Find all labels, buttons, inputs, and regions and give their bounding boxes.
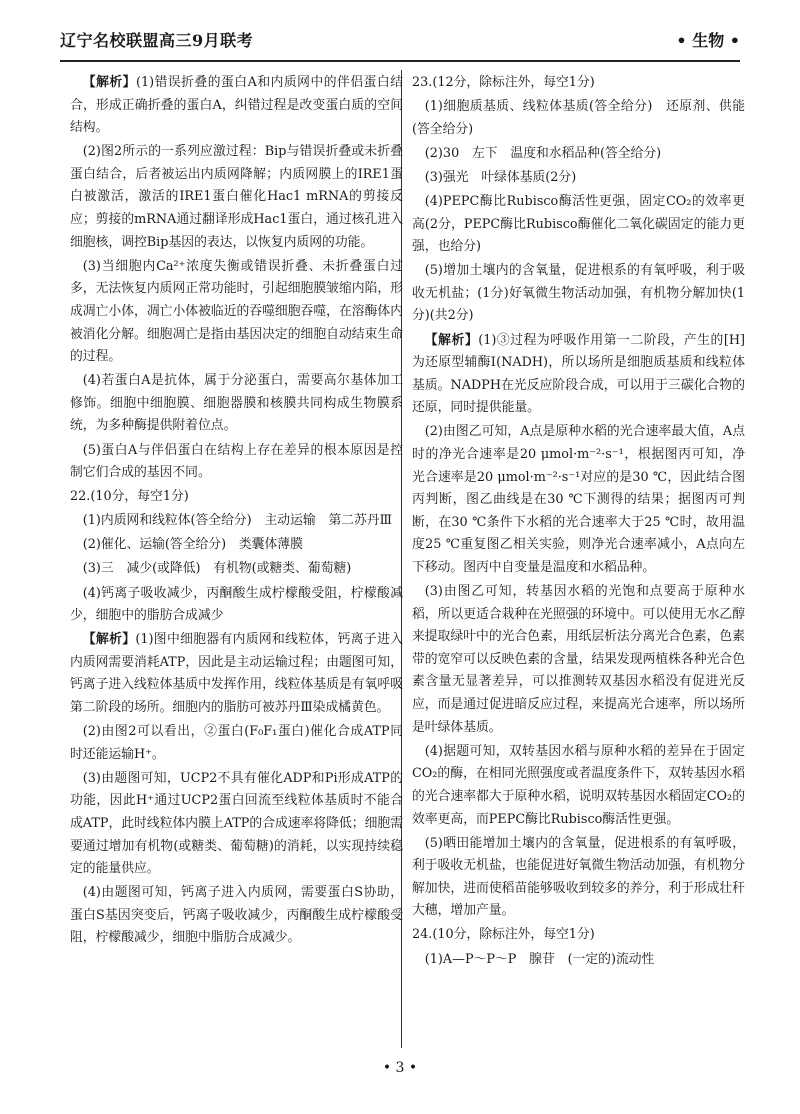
answer-paragraph — [412, 260, 745, 328]
paragraph-text: 23.(12分，除标注外，每空1分) — [412, 75, 595, 90]
paragraph-text: 24.(10分，除标注外，每空1分) — [412, 927, 595, 943]
answer-paragraph — [412, 330, 745, 420]
analysis-tag: 【解析】 — [424, 332, 479, 348]
answer-paragraph — [412, 924, 745, 947]
answer-paragraph — [412, 741, 745, 831]
paragraph-text: (3)三 减少(或降低) 有机物(或糖类、葡萄糖) — [82, 561, 352, 577]
answer-paragraph — [412, 833, 745, 923]
answer-paragraph — [70, 721, 403, 766]
answer-paragraph — [412, 167, 745, 190]
answer-paragraph — [70, 370, 403, 438]
exam-title: 辽宁名校联盟高三9月联考 — [60, 31, 254, 50]
paragraph-text: (2)由图2可以看出，②蛋白(F₀F₁蛋白)催化合成ATP同时还能运输H⁺。 — [70, 724, 403, 762]
header-rule — [60, 60, 740, 62]
paragraph-text: (4)由题图可知，钙离子进入内质网，需要蛋白S协助，蛋白S基因突变后，钙离子吸收减少，丙酮酸生成柠檬酸受阻，柠檬酸减少，细胞中脂肪合成减少。 — [70, 885, 403, 946]
answer-paragraph — [70, 72, 403, 140]
paragraph-text: (4)PEPC酶比Rubisco酶活性更强，固定CO₂的效率更高(2分，PEPC酶比Rubisco酶催化二氧化碳固定的能力更强，也给分) — [412, 193, 745, 255]
answer-paragraph — [70, 768, 403, 881]
page-header — [60, 22, 740, 62]
paragraph-text: (1)错误折叠的蛋白A和内质网中的伴侣蛋白结合，形成正确折叠的蛋白A，纠错过程是改变蛋白质的空间结构。 — [70, 75, 403, 136]
answer-paragraph — [412, 143, 745, 166]
paragraph-text: (1)内质网和线粒体(答全给分) 主动运输 第二苏丹Ⅲ — [82, 513, 392, 529]
answer-paragraph — [70, 534, 403, 557]
paragraph-text: 22.(10分，每空1分) — [70, 489, 189, 505]
paragraph-text: (1)③过程为呼吸作用第一二阶段，产生的[H]为还原型辅酶Ⅰ(NADH)，所以场所是细胞质基质和线粒体基质。NADPH在光反应阶段合成，可以用于三碳化合物的还原，同时提供能量。 — [412, 332, 745, 416]
answer-paragraph — [412, 191, 745, 259]
answer-paragraph — [70, 256, 403, 369]
paragraph-text: (2)30 左下 温度和水稻品种(答全给分) — [424, 145, 662, 161]
paragraph-text: (3)由题图可知，UCP2不具有催化ADP和Pi形成ATP的功能，因此H⁺通过UCP2蛋白回流至线粒体基质时不能合成ATP，此时线粒体内膜上ATP的合成速率将降低；细胞需要通过增加有机物(或糖类、葡萄糖)的消耗，以实现持续稳定的能量供应。 — [70, 770, 403, 877]
paragraph-text: (1)细胞质基质、线粒体基质(答全给分) 还原剂、供能(答全给分) — [412, 99, 745, 137]
paragraph-text: (2)由图乙可知，A点是原种水稻的光合速率最大值，A点时的净光合速率是20 μmol·m⁻²·s⁻¹，根据图丙可知，净光合速率是20 μmol·m⁻²·s⁻¹对应的是30 ℃，因此结合图丙判断，图乙曲线是在30 ℃下测得的结果；据图丙可判断，在30 ℃条件下水稻的光合速率大于25 ℃时，故用温度25 ℃重复图乙相关实验，则净光合速率减小，A点向左下移动。图丙中自变量是温度和水稻品种。 — [412, 424, 745, 575]
answer-paragraph — [70, 141, 403, 254]
paragraph-text: (1)A—P～P～P 腺苷 (一定的)流动性 — [424, 951, 655, 967]
paragraph-text: (4)钙离子吸收减少，丙酮酸生成柠檬酸受阻，柠檬酸减少，细胞中的脂肪合成减少 — [70, 585, 403, 624]
paragraph-text: (2)图2所示的一系列应激过程：Bip与错误折叠或未折叠蛋白结合，后者被运出内质网降解；内质网膜上的IRE1蛋白被激活，激活的IRE1蛋白催化Hac1 mRNA的剪接反应；剪接的mRNA通过翻译形成Hac1蛋白，通过核孔进入细胞核，调控Bip基因的表达，以恢复内质网的功能。 — [70, 144, 403, 250]
answer-paragraph — [412, 581, 745, 739]
answer-paragraph — [70, 510, 403, 533]
subject-label: • 生物 • — [676, 31, 740, 50]
paragraph-text: (4)若蛋白A是抗体，属于分泌蛋白，需要高尔基体加工修饰。细胞中细胞膜、细胞器膜和核膜共同构成生物膜系统，为多种酶提供附着位点。 — [70, 373, 403, 434]
answer-paragraph — [412, 96, 745, 141]
answer-paragraph — [412, 72, 745, 95]
page-number: • 3 • — [382, 1060, 418, 1076]
paragraph-text: (3)当细胞内Ca²⁺浓度失衡或错误折叠、未折叠蛋白过多，无法恢复内质网正常功能时，引起细胞膜皱缩内陷，形成凋亡小体，凋亡小体被临近的吞噬细胞吞噬，在溶酶体内被消化分解。细胞凋亡是指由基因决定的细胞自动结束生命的过程。 — [70, 258, 403, 365]
analysis-tag: 【解析】 — [82, 75, 136, 90]
paragraph-text: (3)由图乙可知，转基因水稻的光饱和点要高于原种水稻，所以更适合栽种在光照强的环境中。可以使用无水乙醇来提取绿叶中的光合色素，用纸层析法分离光合色素，色素带的宽窄可以反映色素的含量，结果发现两植株各种光合色素含量无显著差异，可以推测转双基因水稻没有促进光反应，而是通过促进暗反应过程，来提高光合速率，所以场所是叶绿体基质。 — [412, 584, 745, 735]
paragraph-text: (4)据题可知，双转基因水稻与原种水稻的差异在于固定CO₂的酶，在相同光照强度或者温度条件下，双转基因水稻的光合速率都大于原种水稻，说明双转基因水稻固定CO₂的效率更高，而PEPC酶比Rubisco酶活性更强。 — [412, 743, 745, 827]
answer-paragraph — [70, 440, 403, 485]
answer-paragraph — [70, 558, 403, 581]
answer-paragraph — [70, 486, 403, 509]
paragraph-text: (2)催化、运输(答全给分) 类囊体薄膜 — [82, 537, 303, 553]
paragraph-text: (5)蛋白A与伴侣蛋白在结构上存在差异的根本原因是控制它们合成的基因不同。 — [70, 442, 403, 481]
answer-paragraph — [70, 583, 403, 628]
answer-paragraph — [70, 882, 403, 950]
paragraph-text: (3)强光 叶绿体基质(2分) — [424, 169, 577, 185]
paragraph-text: (5)晒田能增加土壤内的含氧量，促进根系的有氧呼吸，利于吸收无机盐，也能促进好氧微生物活动加强，有机物分解加快，进而使稻苗能够吸收到较多的养分，利于形成壮秆大穗，增加产量。 — [412, 835, 745, 919]
analysis-tag: 【解析】 — [82, 632, 136, 648]
answer-paragraph — [70, 629, 403, 719]
paragraph-text: (5)增加土壤内的含氧量，促进根系的有氧呼吸，利于吸收无机盐；(1分)好氧微生物活动加强，有机物分解加快(1分)(共2分) — [412, 263, 745, 324]
left-column — [70, 72, 403, 952]
paragraph-text: (1)图中细胞器有内质网和线粒体，钙离子进入内质网需要消耗ATP，因此是主动运输过程；由题图可知，钙离子进入线粒体基质中发挥作用，线粒体基质是有氧呼吸第二阶段的场所。细胞内的脂肪可被苏丹Ⅲ染成橘黄色。 — [70, 632, 404, 716]
answer-paragraph — [412, 949, 745, 972]
answer-paragraph — [412, 421, 745, 579]
right-column — [412, 72, 745, 973]
